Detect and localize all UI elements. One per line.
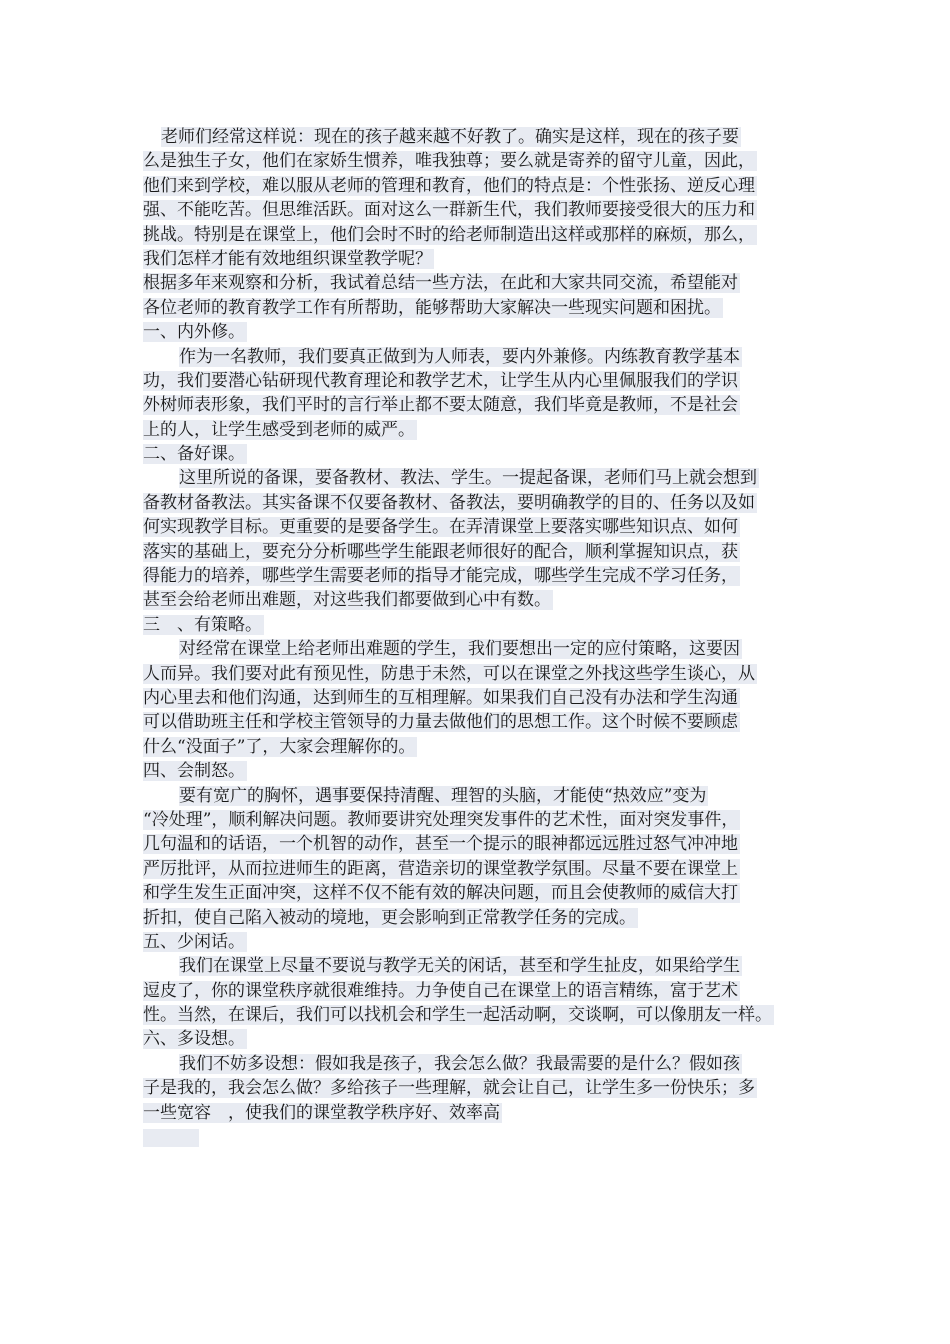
text-line (143, 1052, 808, 1076)
text-line (143, 662, 808, 686)
text-line-content: 性。当然，在课后，我们可以找机会和学生一起活动啊，交谈啊，可以像朋友一样。 (143, 1005, 772, 1026)
text-line (143, 637, 808, 661)
text-line-content: 备教材备教法。其实备课不仅要备教材、备教法，要明确教学的目的、任务以及如 (143, 492, 755, 513)
text-line (143, 784, 808, 808)
text-line-content: 几句温和的话语，一个机智的动作，甚至一个提示的眼神都远远胜过怒气冲冲地 (143, 834, 738, 855)
empty-highlight-block (143, 1129, 199, 1147)
section-heading-text: 四、会制怒。 (143, 761, 245, 782)
text-line-content: 作为一名教师，我们要真正做到为人师表，要内外兼修。内练教育教学基本 (179, 346, 740, 367)
text-line (143, 491, 808, 515)
text-line (143, 588, 808, 612)
text-line-content: 强、不能吃苦。但思维活跃。面对这么一群新生代，我们教师要接受很大的压力和 (143, 200, 755, 221)
text-line (143, 223, 808, 247)
section-heading (143, 442, 808, 466)
text-line-content: 老师们经常这样说：现在的孩子越来越不好教了。确实是这样，现在的孩子要 (161, 127, 739, 147)
text-line (143, 1003, 808, 1027)
section-heading (143, 320, 808, 344)
text-line-content: 他们来到学校，难以服从老师的管理和教育，他们的特点是：个性张扬、逆反心理 (143, 175, 755, 196)
text-line-content: 甚至会给老师出难题，对这些我们都要做到心中有数。 (143, 590, 551, 611)
text-line-content: 什么“没面子”了，大家会理解你的。 (143, 736, 416, 757)
text-line-content: 落实的基础上，要充分分析哪些学生能跟老师很好的配合，顺利掌握知识点，获 (143, 541, 738, 562)
section-heading (143, 930, 808, 954)
text-line (143, 686, 808, 710)
text-line-content: 子是我的，我会怎么做？多给孩子一些理解，就会让自己，让学生多一份快乐；多 (143, 1078, 755, 1099)
text-line (143, 564, 808, 588)
text-line (143, 174, 808, 198)
text-line (143, 125, 808, 149)
section-heading (143, 759, 808, 783)
text-line (143, 198, 808, 222)
text-line-content: 上的人，让学生感受到老师的威严。 (143, 419, 415, 440)
text-line (143, 735, 808, 759)
text-line (143, 881, 808, 905)
text-line (143, 418, 808, 442)
text-line (143, 149, 808, 173)
text-line (143, 710, 808, 734)
section-heading (143, 1027, 808, 1051)
text-line (143, 393, 808, 417)
text-line-content: 挑战。特别是在课堂上，他们会时不时的给老师制造出这样或那样的麻烦，那么， (143, 224, 755, 245)
section-heading-text: 五、少闲话。 (143, 931, 245, 952)
text-line-content: 我们在课堂上尽量不要说与教学无关的闲话，甚至和学生扯皮，如果给学生 (179, 956, 740, 977)
text-line-content: 外树师表形象，我们平时的言行举止都不要太随意，我们毕竟是教师，不是社会 (143, 395, 738, 416)
text-line (143, 345, 808, 369)
text-line-content: 和学生发生正面冲突，这样不仅不能有效的解决问题，而且会使教师的威信大打 (143, 883, 738, 904)
article-body (143, 125, 808, 1149)
text-line-content: 可以借助班主任和学校主管领导的力量去做他们的思想工作。这个时候不要顾虑 (143, 712, 738, 733)
section-heading-text: 三 、有策略。 (143, 614, 262, 635)
text-line (143, 247, 808, 271)
text-line-content: 么是独生子女，他们在家娇生惯养，唯我独尊；要么就是寄养的留守儿童，因此， (143, 151, 755, 172)
text-line (143, 832, 808, 856)
text-line (143, 808, 808, 832)
text-line-content: 对经常在课堂上给老师出难题的学生，我们要想出一定的应付策略，这要因 (179, 639, 740, 660)
section-heading-text: 六、多设想。 (143, 1029, 245, 1050)
text-line (143, 1101, 808, 1125)
text-line-content: 各位老师的教育教学工作有所帮助，能够帮助大家解决一些现实问题和困扰。 (143, 297, 721, 318)
text-line (143, 540, 808, 564)
text-line-content: 得能力的培养，哪些学生需要老师的指导才能完成，哪些学生完成不学习任务， (143, 566, 738, 587)
text-line (143, 1076, 808, 1100)
text-line (143, 954, 808, 978)
text-line-content: 折扣，使自己陷入被动的境地，更会影响到正常教学任务的完成。 (143, 907, 636, 928)
text-line-content: 逗皮了，你的课堂秩序就很难维持。力争使自己在课堂上的语言精练，富于艺术 (143, 980, 738, 1001)
text-line (143, 296, 808, 320)
text-line-content: 根据多年来观察和分析，我试着总结一些方法，在此和大家共同交流，希望能对 (143, 273, 738, 294)
text-line (143, 369, 808, 393)
text-line-content: 何实现教学目标。更重要的是要备学生。在弄清课堂上要落实哪些知识点、如何 (143, 517, 738, 538)
text-line-content: 要有宽广的胸怀，遇事要保持清醒、理智的头脑，才能使“热效应”变为 (179, 785, 707, 806)
text-line (143, 271, 808, 295)
section-heading-text: 一、内外修。 (143, 322, 245, 343)
text-line-content: 功，我们要潜心钻研现代教育理论和教学艺术，让学生从内心里佩服我们的学识 (143, 370, 738, 391)
text-line-content: 我们不妨多设想：假如我是孩子，我会怎么做？我最需要的是什么？假如孩 (179, 1053, 740, 1074)
text-line-content: 内心里去和他们沟通，达到师生的互相理解。如果我们自己没有办法和学生沟通 (143, 687, 738, 708)
section-heading-text: 二、备好课。 (143, 444, 245, 465)
text-line-content: 严厉批评，从而拉进师生的距离，营造亲切的课堂教学氛围。尽量不要在课堂上 (143, 858, 738, 879)
text-line-content: 人而异。我们要对此有预见性，防患于未然，可以在课堂之外找这些学生谈心，从 (143, 663, 755, 684)
text-line (143, 857, 808, 881)
text-line (143, 979, 808, 1003)
text-line-content: 我们怎样才能有效地组织课堂教学呢？ (143, 248, 432, 269)
text-line-content: “冷处理”，顺利解决问题。教师要讲究处理突发事件的艺术性，面对突发事件， (143, 809, 739, 830)
text-line (143, 466, 808, 490)
text-line (143, 515, 808, 539)
text-line-content: 这里所说的备课，要备教材、教法、学生。一提起备课，老师们马上就会想到 (179, 468, 757, 489)
section-heading (143, 613, 808, 637)
text-line-content: 一些宽容 ，使我们的课堂教学秩序好、效率高 (143, 1102, 500, 1123)
text-line (143, 906, 808, 930)
trailing-highlight (143, 1125, 808, 1149)
